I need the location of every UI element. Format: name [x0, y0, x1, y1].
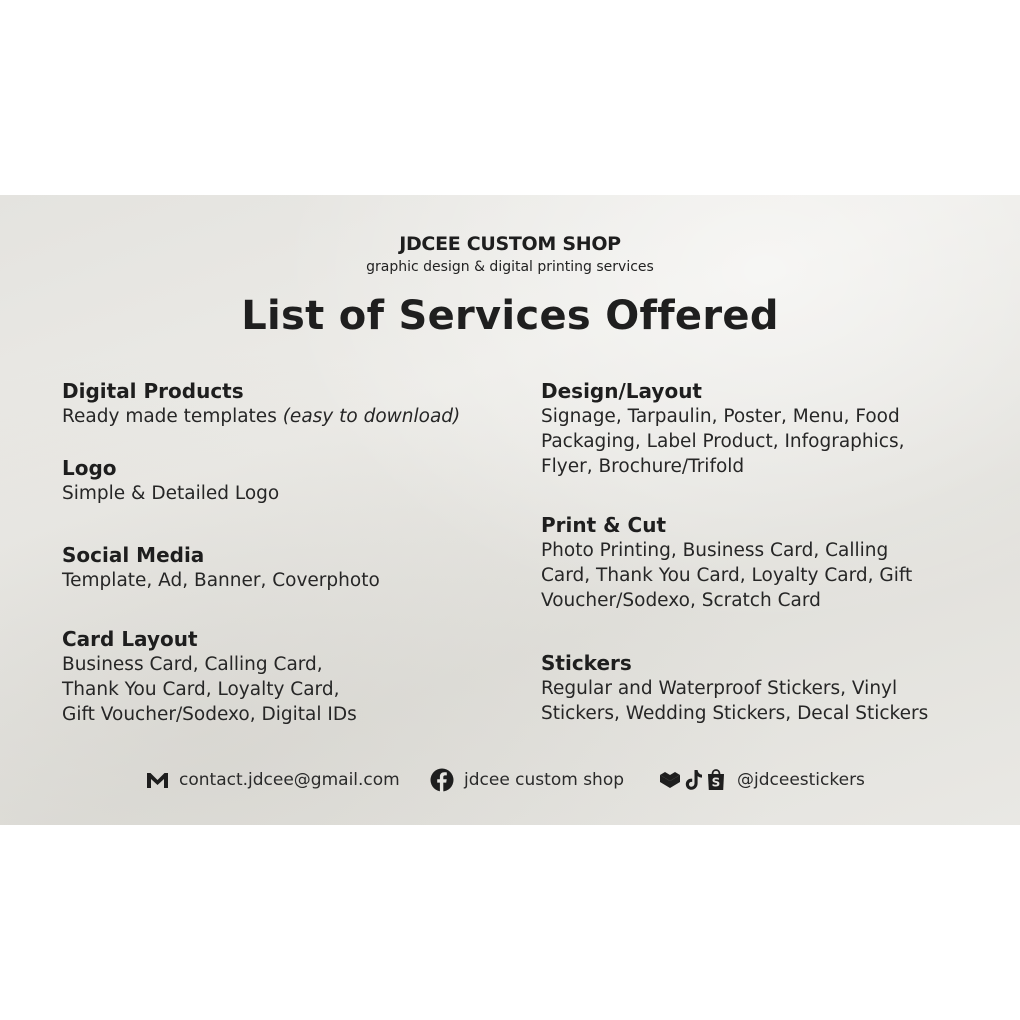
service-card-layout	[62, 626, 512, 727]
service-social-media	[62, 542, 512, 593]
service-description-text: Ready made templates	[62, 406, 277, 427]
lazada-icon	[659, 770, 681, 790]
page-title: List of Services Offered	[241, 293, 779, 339]
gmail-icon	[146, 771, 169, 789]
service-title: Social Media	[62, 543, 205, 567]
contact-email[interactable]	[146, 765, 400, 795]
shopee-icon	[707, 769, 725, 791]
service-digital-products	[62, 378, 512, 429]
email-text: contact.jdcee@gmail.com	[179, 770, 400, 790]
shop-tagline: graphic design & digital printing services	[366, 259, 654, 275]
service-title: Print & Cut	[541, 513, 667, 537]
tiktok-icon	[685, 769, 703, 791]
service-print-cut	[541, 512, 981, 613]
service-description	[62, 404, 512, 429]
service-title: Logo	[62, 456, 117, 480]
service-stickers	[541, 650, 981, 726]
service-description: Template, Ad, Banner, Coverphoto	[62, 570, 380, 591]
contact-footer	[0, 765, 1020, 795]
service-title: Design/Layout	[541, 379, 702, 403]
service-description: Signage, Tarpaulin, Poster, Menu, Food Packaging, Label Product, Infographics, Flyer, Brochure/Trifold	[541, 406, 905, 477]
contact-social[interactable]	[659, 765, 865, 795]
service-logo	[62, 455, 512, 506]
service-title: Card Layout	[62, 627, 198, 651]
service-title: Stickers	[541, 651, 632, 675]
shop-name: JDCEE CUSTOM SHOP	[399, 233, 621, 255]
services-card	[0, 195, 1020, 825]
service-title: Digital Products	[62, 379, 244, 403]
service-description: Photo Printing, Business Card, Calling Card, Thank You Card, Loyalty Card, Gift Voucher/Sodexo, Scratch Card	[541, 540, 913, 611]
service-description: Simple & Detailed Logo	[62, 483, 280, 504]
service-description: Regular and Waterproof Stickers, Vinyl Stickers, Wedding Stickers, Decal Stickers	[541, 678, 929, 724]
service-description: Business Card, Calling Card, Thank You Card, Loyalty Card, Gift Voucher/Sodexo, Digital IDs	[62, 654, 357, 725]
facebook-icon	[430, 768, 454, 792]
facebook-text: jdcee custom shop	[464, 770, 625, 790]
social-handle-text: @jdceestickers	[737, 770, 865, 790]
svg-text:S: S	[711, 775, 721, 790]
contact-facebook[interactable]	[430, 765, 624, 795]
service-note: (easy to download)	[282, 406, 461, 427]
service-design-layout	[541, 378, 981, 479]
